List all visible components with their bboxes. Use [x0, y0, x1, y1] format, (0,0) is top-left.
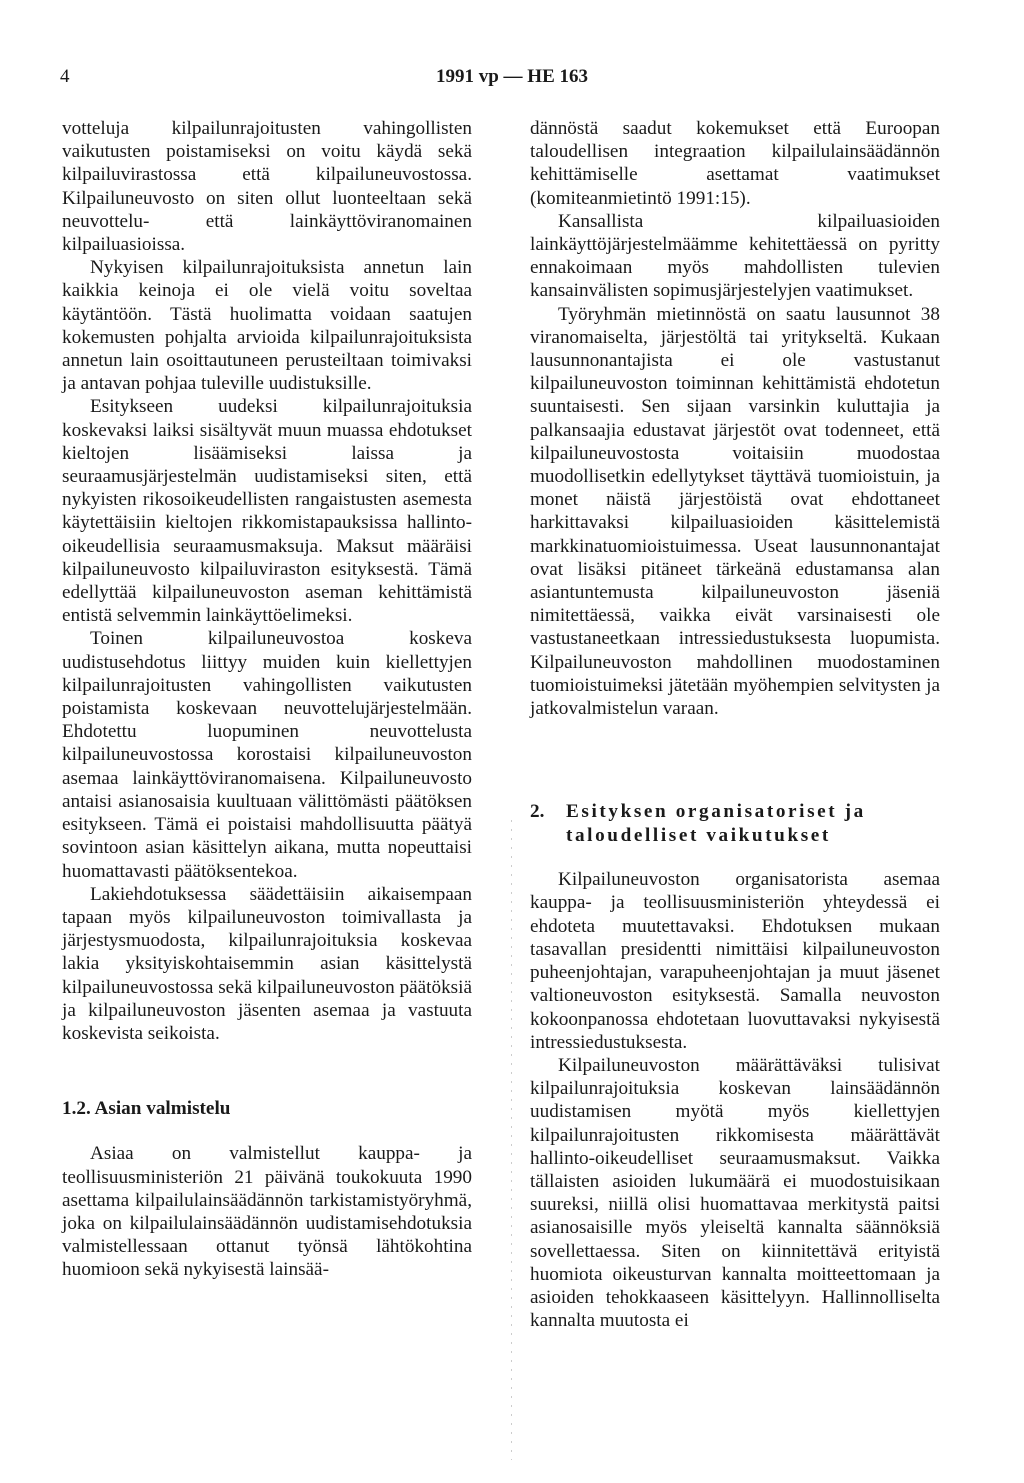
paragraph: Nykyisen kilpailunrajoituksista annetun lain kaikkia keinoja ei ole vielä voitu soveltaa käytäntöön. Tästä huolimatta voidaan saatujen kokemusten pohjalta arvioida kilpailunrajoituksista annetun lain osoittautuneen perusteiltaan toimivaksi ja antavan pohjaa tuleville uudistuksille.	[62, 257, 472, 395]
paragraph: votteluja kilpailunrajoitusten vahingollisten vaikutusten poistamiseksi on voitu käydä sekä kilpailuvirastossa että kilpailuneuvostossa. Kilpailuneuvosto on siten ollut luonteeltaan sekä neuvottelu- että lainkäyttöviranomainen kilpailuasioissa.	[62, 118, 472, 256]
section-title-2: Esityksen organisatoriset ja taloudelliset vaikutukset	[566, 801, 866, 847]
running-title: 1991 vp — HE 163	[435, 66, 589, 87]
paragraph: dännöstä saadut kokemukset että Euroopan taloudellisen integraation kilpailulainsäädännön kehittämiselle asettamat vaatimukset (komiteanmietintö 1991:15).	[530, 118, 940, 209]
page-number: 4	[60, 66, 70, 87]
right-paragraphs-bottom	[530, 868, 940, 1332]
column-divider	[511, 820, 512, 1460]
paragraph: Työryhmän mietinnöstä on saatu lausunnot 38 viranomaiselta, järjestöltä tai yritykseltä. Kukaan lausunnonantajista ei ole vastustanut kilpailuneuvoston toiminnan kehittämistä ehdotetun suuntaisesti. Sen sijaan varsinkin kuluttajia ja palkansaajia edustavat järjestöt ovat todenneet, että kilpailuneuvostosta voitaisiin muodostaa muodollisetkin edellytykset täyttävä tuomioistuin, ja monet näistä järjestöistä ovat ehdottaneet harkittavaksi kilpailuasioiden käsittelemistä markkinatuomioistuimessa. Useat lausunnonantajat ovat lisäksi pitäneet tärkeänä edustamansa alan asiantuntemusta kilpailuneuvoston jäseniä nimitettäessä, vaikka eivät varsinaisesti ole vastustaneetkaan intressiedustuksesta luopumista. Kilpailuneuvoston mahdollinen muodostaminen tuomioistuimeksi jätetään myöhempien selvitysten ja jatkovalmistelun varaan.	[530, 303, 940, 720]
section-heading-2	[530, 800, 940, 848]
section-number: 2.	[530, 801, 545, 823]
paragraph: Kansallista kilpailuasioiden lainkäyttöjärjestelmäämme kehitettäessä on pyritty ennakoimaan myös mahdollisten tulevien kansainvälisten sopimusjärjestelyjen vaatimukset.	[530, 210, 940, 302]
left-paragraphs-bottom	[62, 1142, 472, 1281]
left-column	[62, 117, 472, 1282]
page-header	[0, 66, 1024, 92]
paragraph: Kilpailuneuvoston organisatorista asemaa kauppa- ja teollisuusministeriön yhteydessä ei ehdoteta muutettavaksi. Ehdotuksen mukaan tasavallan presidentti nimittäisi kilpailuneuvoston puheenjohtajan, varapuheenjohtajan ja muut jäsenet valtioneuvoston esityksestä. Samalla neuvoston kokoonpanossa ehdotetaan luovuttavaksi nykyisestä intressiedustuksesta.	[530, 869, 940, 1053]
left-paragraphs-top	[62, 117, 472, 1045]
paragraph: Lakiehdotuksessa säädettäisiin aikaisempaan tapaan myös kilpailuneuvoston toimivallasta ja järjestysmuodosta, kilpailunrajoituksia koskevaa lakia yksityiskohtaisemmin asian käsittelystä kilpailuneuvostossa sekä kilpailuneuvoston päätöksiä ja kilpailuneuvoston jäsenten asemaa ja vastuuta koskevista seikoista.	[62, 883, 472, 1044]
paragraph: Asiaa on valmistellut kauppa- ja teollisuusministeriön 21 päivänä toukokuuta 1990 asettama kilpailulainsäädännön tarkistamistyöryhmä, joka on kilpailulainsäädännön uudistamisehdotuksia valmistellessaan ottanut työnsä lähtökohtina huomioon sekä nykyisestä lainsää-	[62, 1143, 472, 1281]
right-paragraphs-top	[530, 117, 940, 720]
paragraph: Kilpailuneuvoston määrättäväksi tulisivat kilpailunrajoituksia koskevan lainsäädännön uudistamisen myötä myös kiellettyjen kilpailunrajoitusten rikkomisesta määrättävät hallinto-oikeudelliset seuraamusmaksut. Vaikka tällaisten asioiden lukumäärä ei muodostuisikaan suureksi, niillä olisi huomattavaa merkitystä paitsi asianosaisille myös yleiseltä kannalta säännöksiä sovellettaessa. Siten on kiinnitettävä erityistä huomiota oikeusturvan kannalta moitteettomaan ja asioiden tehokkaaseen käsittelyyn. Hallinnolliselta kannalta muutosta ei	[530, 1054, 940, 1332]
paragraph: Toinen kilpailuneuvostoa koskeva uudistusehdotus liittyy muiden kuin kiellettyjen kilpailunrajoitusten vahingollisten vaikutusten poistamista koskevaan neuvottelujärjestelmään. Ehdotettu luopuminen neuvottelusta kilpailuneuvostossa korostaisi kilpailuneuvoston asemaa lainkäyttöviranomaisena. Kilpailuneuvosto antaisi asianosaisia kuultuaan välittömästi päätöksen esitykseen. Tämä ei poistaisi mahdollisuutta päätyä sovintoon asian käsittelyn aikana, mutta nopeuttaisi huomattavasti päätöksentekoa.	[62, 628, 472, 882]
right-column	[530, 117, 940, 1332]
paragraph: Esitykseen uudeksi kilpailunrajoituksia koskevaksi laiksi sisältyvät muun muassa ehdotukset kieltojen lisäämiseksi laissa ja seuraamusjärjestelmän uudistamiseksi siten, että nykyisten rikosoikeudellisten rangaistusten asemesta käytettäisiin kieltojen rikkomistapauksissa hallinto-oikeudellisia seuraamusmaksuja. Maksut määräisi kilpailuneuvosto kilpailuviraston esityksestä. Tämä edellyttää kilpailuneuvoston aseman kehittämistä entistä selvemmin lainkäyttöelimeksi.	[62, 396, 472, 627]
section-title-1-2: 1.2. Asian valmistelu	[62, 1098, 231, 1120]
